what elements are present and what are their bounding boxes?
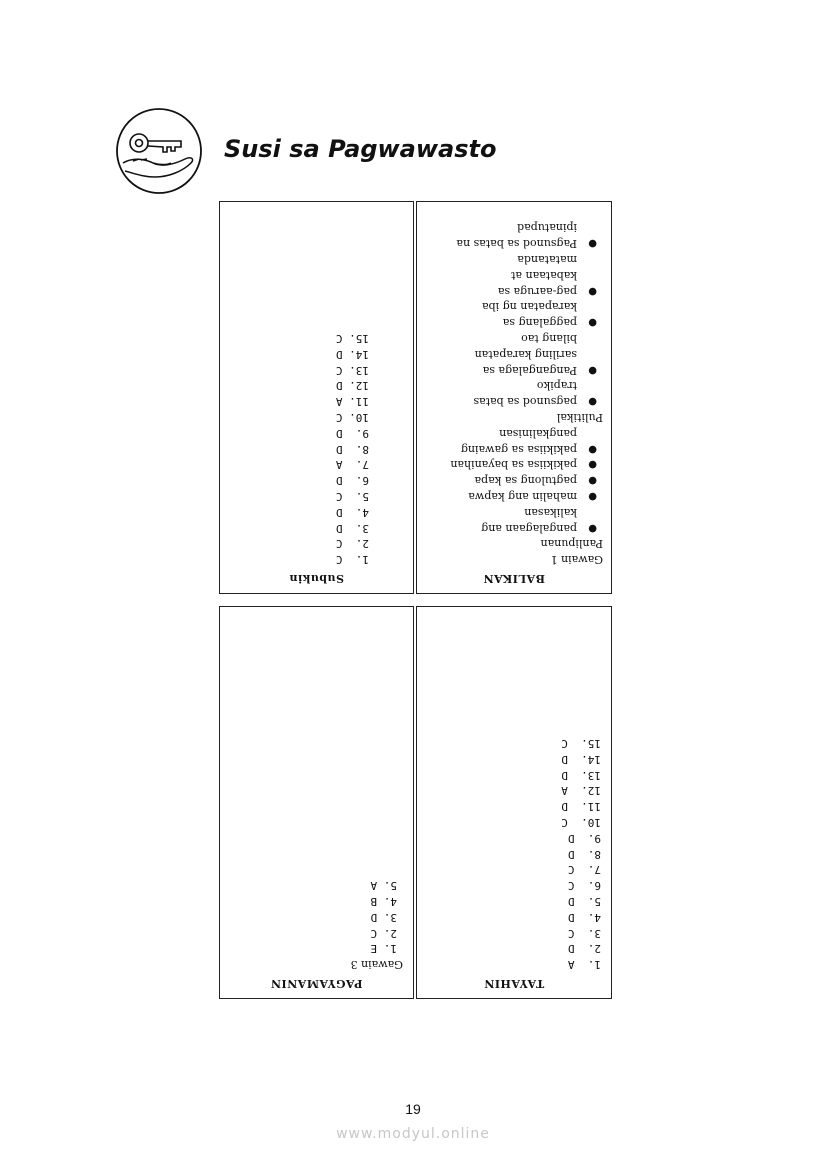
balikan-category-pulitikal: Pulitikal (556, 411, 603, 425)
tayahin-answer: 14. D (561, 752, 601, 766)
tayahin-header: TAYAHIN (483, 977, 545, 990)
tayahin-answer: 7. C (567, 863, 601, 877)
balikan-item: ● paggalang sa (425, 314, 603, 330)
tayahin-answer: 6. C (567, 879, 601, 893)
subukin-answer: 13. C (335, 363, 369, 377)
subukin-answer: 10. C (335, 411, 369, 425)
subukin-answer: 7. A (335, 458, 369, 472)
balikan-item: ● mahalin ang kapwa (425, 488, 603, 504)
key-in-hand-icon (113, 107, 205, 195)
pagyamanin-answer: 2. C (370, 926, 397, 940)
tayahin-answer: 8. D (567, 847, 601, 861)
subukin-answer: 9. D (335, 426, 369, 440)
pagyamanin-header: PAGYAMANIN (270, 977, 363, 990)
subukin-answer: 4. D (335, 505, 369, 519)
pagyamanin-answer: 3. D (370, 910, 397, 924)
tayahin-answer: 15. C (561, 737, 601, 751)
subukin-answer: 2. C (335, 537, 369, 551)
balikan-item: ● pakikiisa sa gawaing (425, 441, 603, 457)
balikan-item-cont: trapiko (536, 379, 577, 393)
balikan-item: ● pag-aaruga sa (425, 283, 603, 299)
page-title: Susi sa Pagwawasto (224, 135, 497, 163)
balikan-item: ● pagtulong sa kapa (425, 472, 603, 488)
pagyamanin-answer: 5. A (370, 879, 397, 893)
tayahin-answer-box (416, 606, 612, 999)
subukin-answer: 5. C (335, 490, 369, 504)
balikan-item-cont: kalikasan (524, 505, 577, 519)
subukin-answer-box (219, 201, 414, 594)
tayahin-answer: 11. D (561, 800, 601, 814)
subukin-answer: 1. C (335, 553, 369, 567)
balikan-answer-box (416, 201, 612, 594)
tayahin-answer: 9. D (567, 831, 601, 845)
balikan-item: ● Pangangalaga sa (425, 362, 603, 378)
subukin-header: Subukin (289, 572, 344, 585)
subukin-answer: 11. A (335, 395, 369, 409)
subukin-answer: 3. D (335, 521, 369, 535)
balikan-item: ● Pagsunod sa batas na (425, 235, 603, 251)
balikan-item-cont: karapatan ng iba (482, 300, 577, 314)
tayahin-answer: 12. A (561, 784, 601, 798)
tayahin-answer: 1. A (567, 958, 601, 972)
tayahin-answer: 3. C (567, 926, 601, 940)
balikan-item: ● pangalagaan ang (425, 520, 603, 536)
balikan-item-cont: kabataan at (511, 268, 577, 282)
balikan-header: BALIKAN (483, 572, 545, 585)
subukin-answer: 12. D (335, 379, 369, 393)
balikan-item-cont: ipinatupad (517, 221, 577, 235)
balikan-item: ● pakikiisa sa bayanihan (425, 457, 603, 473)
balikan-gawain: Gawain 1 (550, 553, 603, 567)
tayahin-answer: 2. D (567, 942, 601, 956)
tayahin-answer: 10. C (561, 816, 601, 830)
balikan-item: ● pagsunod sa batas (425, 393, 603, 409)
subukin-answer: 8. D (335, 442, 369, 456)
tayahin-answer: 13. D (561, 768, 601, 782)
pagyamanin-answer-box (219, 606, 414, 999)
pagyamanin-gawain: Gawain 3 (350, 958, 403, 972)
balikan-item-cont: sariling karapatan (474, 347, 577, 361)
tayahin-answer: 4. D (567, 910, 601, 924)
balikan-item-cont: pangkalinisan (499, 426, 577, 440)
page-number: 19 (405, 1101, 421, 1117)
subukin-answer: 15. C (335, 332, 369, 346)
subukin-answer: 14. D (335, 347, 369, 361)
tayahin-answer: 5. D (567, 895, 601, 909)
watermark: www.modyul.online (336, 1126, 490, 1142)
subukin-answer: 6. D (335, 474, 369, 488)
pagyamanin-answer: 4. B (370, 895, 397, 909)
pagyamanin-answer: 1. E (370, 942, 397, 956)
balikan-item-cont: bilang tao (521, 332, 577, 346)
balikan-item-cont: matatanda (517, 253, 577, 267)
balikan-category-panlipunan: Panlipunan (540, 537, 603, 551)
